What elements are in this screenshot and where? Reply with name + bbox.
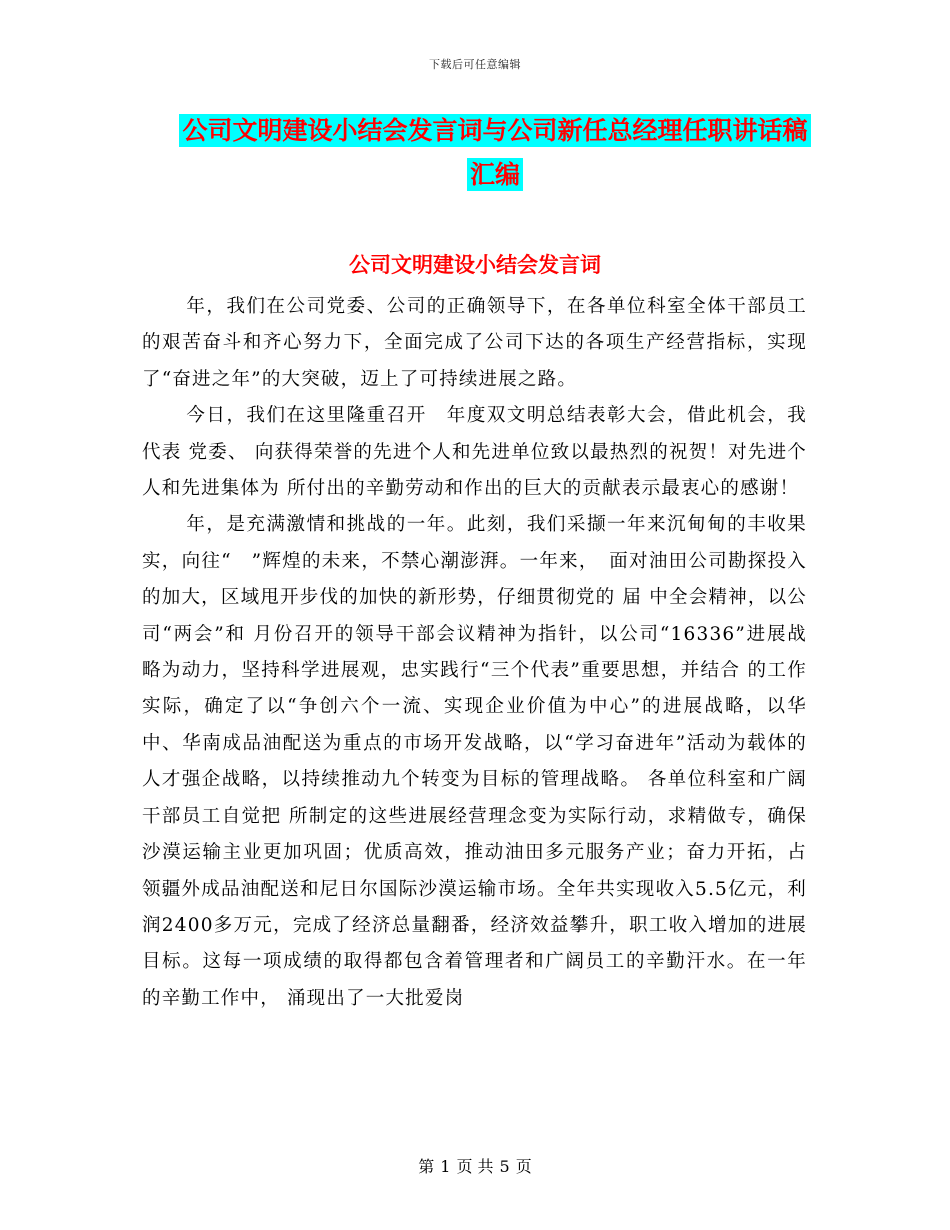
section-title: 公司文明建设小结会发言词 (349, 253, 601, 277)
paragraph-1: 年，我们在公司党委、公司的正确领导下，在各单位科室全体干部员工的艰苦奋斗和齐心努力下，全面完成了公司下达的各项生产经营指标，实现了“奋进之年”的大突破，迈上了可持续进展之路。 (142, 296, 807, 390)
footer-prefix: 第 (418, 1157, 435, 1176)
paragraph-3: 年，是充满激情和挑战的一年。此刻，我们采撷一年来沉甸甸的丰收果实，向往“ ”辉煌的未来，不禁心潮澎湃。一年来， 面对油田公司勘探投入的加大，区域甩开步伐的加快的新形势，仔细贯彻党的 届 中全会精神，以公司“两会”和 月份召开的领导干部会议精神为指针，以公司“16336”进展战略为动力，坚持科学进展观，忠实践行“三个代表”重要思想，并结合 的工作实际，确定了以“争创六个一流、实现企业价值为中心”的进展战略，以华中、华南成品油配送为重点的市场开发战略，以“学习奋进年”活动为载体的人才强企战略，以持续推动九个转变为目标的管理战略。 各单位科室和广阔干部员工自觉把 所制定的这些进展经营理念变为实际行动，求精做专，确保沙漠运输主业更加巩固；优质高效，推动油田多元服务产业；奋力开拓，占领疆外成品油配送和尼日尔国际沙漠运输市场。全年共实现收入5.5亿元，利润2400多万元，完成了经济总量翻番，经济效益攀升，职工收入增加的进展目标。这每一项成绩的取得都包含着管理者和广阔员工的辛勤汗水。在一年的辛勤工作中， 涌现出了一大批爱岗 (142, 514, 807, 1009)
document-title (175, 109, 815, 197)
document-title-text: 公司文明建设小结会发言词与公司新任总经理任职讲话稿汇编 (179, 114, 810, 191)
body-text (142, 289, 807, 1017)
footer-suffix: 页 (515, 1157, 532, 1176)
footer-total-pages: 5 (499, 1157, 510, 1176)
footer-middle: 页 共 (456, 1157, 494, 1176)
paragraph-2: 今日，我们在这里隆重召开 年度双文明总结表彰大会，借此机会，我代表 党委、 向获得荣誉的先进个人和先进单位致以最热烈的祝贺！对先进个人和先进集体为 所付出的辛勤劳动和作出的巨大的贡献表示最衷心的感谢！ (142, 405, 807, 500)
page-footer (0, 1154, 950, 1177)
footer-page-number: 1 (440, 1157, 451, 1176)
header-note: 下载后可任意编辑 (429, 58, 521, 71)
